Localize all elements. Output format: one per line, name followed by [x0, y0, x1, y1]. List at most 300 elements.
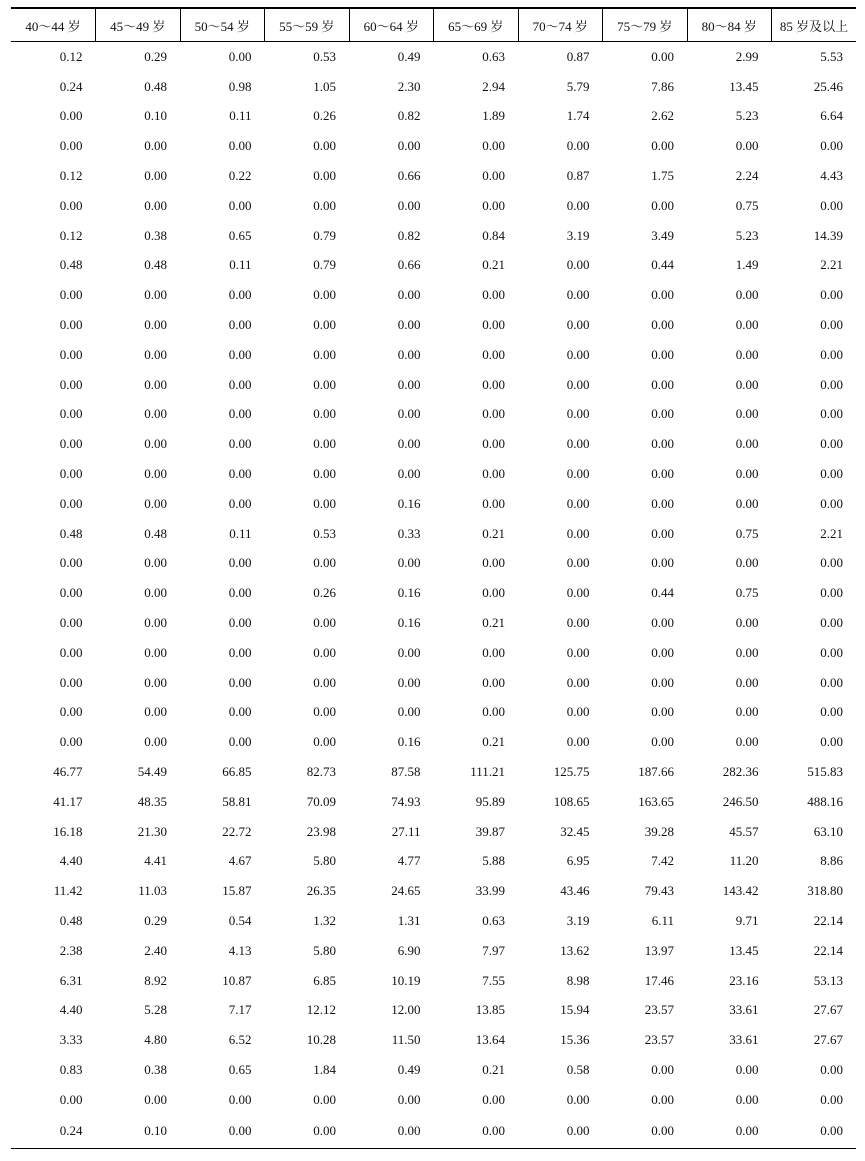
table-cell: 0.00 — [59, 495, 83, 511]
table-cell: 0.00 — [59, 734, 83, 750]
table-cell: 0.00 — [144, 585, 167, 601]
table-cell: 0.79 — [313, 227, 336, 243]
table-cell: 0.00 — [735, 615, 759, 631]
table-row — [11, 191, 856, 221]
table-cell: 0.00 — [651, 466, 674, 482]
table-cell: 0.00 — [313, 1091, 336, 1107]
table-cell: 0.00 — [59, 644, 83, 660]
table-cell: 0.00 — [397, 376, 421, 392]
table-cell: 41.17 — [53, 793, 83, 809]
table-row — [11, 221, 856, 251]
table-cell: 0.00 — [144, 674, 167, 690]
table-cell: 0.21 — [482, 734, 505, 750]
table-cell: 0.00 — [651, 615, 674, 631]
table-cell: 0.98 — [228, 78, 252, 94]
table-row — [11, 966, 856, 996]
table-cell: 0.00 — [820, 495, 843, 511]
table-row — [11, 280, 856, 310]
table-cell: 0.00 — [566, 197, 590, 213]
table-cell: 2.30 — [397, 78, 421, 94]
table-cell: 10.87 — [222, 972, 252, 988]
table-cell: 13.97 — [644, 942, 674, 958]
table-cell: 0.11 — [229, 108, 252, 124]
table-cell: 0.00 — [566, 644, 590, 660]
table-cell: 0.00 — [144, 168, 167, 184]
table-cell: 22.72 — [222, 823, 252, 839]
table-cell: 0.00 — [144, 346, 167, 362]
table-cell: 0.00 — [651, 406, 674, 422]
table-cell: 79.43 — [644, 883, 674, 899]
table-cell: 27.11 — [391, 823, 421, 839]
table-cell: 0.48 — [59, 257, 83, 273]
table-cell: 3.19 — [566, 227, 590, 243]
table-cell: 0.44 — [651, 585, 674, 601]
table-row — [11, 102, 856, 132]
table-cell: 7.42 — [651, 853, 674, 869]
table-cell: 0.00 — [651, 1091, 674, 1107]
table-cell: 82.73 — [306, 764, 336, 780]
table-cell: 0.00 — [820, 406, 843, 422]
table-row — [11, 698, 856, 728]
table-cell: 0.00 — [566, 466, 590, 482]
table-cell: 25.46 — [813, 78, 843, 94]
table-cell: 0.00 — [144, 644, 167, 660]
table-cell: 11.20 — [729, 853, 759, 869]
table-cell: 0.54 — [228, 913, 252, 928]
column-header: 75～79 岁 — [603, 8, 688, 42]
table-cell: 0.00 — [820, 466, 843, 482]
table-cell: 33.61 — [729, 1002, 759, 1018]
table-cell: 0.00 — [482, 555, 505, 571]
table-row — [11, 727, 856, 757]
table-cell: 0.00 — [735, 674, 759, 690]
table-cell: 0.00 — [434, 1115, 519, 1149]
table-cell: 0.00 — [820, 346, 843, 362]
table-cell: 0.00 — [651, 287, 674, 303]
table-cell: 6.95 — [566, 853, 590, 869]
table-row — [11, 847, 856, 877]
table-cell: 11.03 — [138, 883, 167, 899]
table-cell: 0.00 — [820, 436, 843, 452]
table-cell: 0.00 — [228, 138, 252, 154]
table-row — [11, 1085, 856, 1115]
table-cell: 27.67 — [813, 1032, 843, 1048]
table-row — [11, 906, 856, 936]
table-cell: 13.45 — [729, 78, 759, 94]
table-cell: 0.00 — [651, 734, 674, 750]
table-cell: 0.00 — [59, 436, 83, 452]
table-cell: 0.00 — [313, 704, 336, 720]
table-cell: 0.00 — [313, 346, 336, 362]
table-cell: 125.75 — [553, 764, 590, 780]
table-cell: 0.00 — [313, 436, 336, 452]
column-header: 50～54 岁 — [180, 8, 265, 42]
table-row — [11, 459, 856, 489]
table-cell: 6.85 — [313, 972, 336, 988]
table-cell: 0.21 — [482, 1061, 505, 1077]
column-header: 80～84 岁 — [687, 8, 772, 42]
table-cell: 0.00 — [820, 1061, 843, 1077]
table-cell: 0.00 — [228, 734, 252, 750]
table-cell: 0.00 — [349, 1115, 434, 1149]
table-cell: 0.00 — [313, 466, 336, 482]
table-cell: 5.80 — [313, 853, 336, 869]
table-cell: 0.00 — [228, 406, 252, 422]
table-cell: 33.99 — [475, 883, 505, 899]
table-cell: 0.00 — [313, 495, 336, 511]
table-cell: 0.00 — [397, 406, 421, 422]
table-cell: 0.00 — [820, 585, 843, 601]
table-cell: 0.00 — [313, 168, 336, 184]
table-cell: 0.00 — [566, 257, 590, 273]
table-cell: 0.00 — [313, 555, 336, 571]
table-cell: 0.00 — [228, 376, 252, 392]
table-cell: 0.00 — [144, 406, 167, 422]
table-cell: 282.36 — [722, 764, 759, 780]
table-cell: 0.00 — [228, 346, 252, 362]
table-cell: 6.52 — [228, 1032, 252, 1048]
data-table — [11, 7, 856, 1149]
table-row — [11, 370, 856, 400]
table-cell: 5.53 — [820, 48, 843, 64]
table-cell: 0.66 — [397, 168, 421, 184]
table-cell: 0.12 — [59, 168, 83, 184]
table-cell: 0.00 — [820, 197, 843, 213]
table-row — [11, 1055, 856, 1085]
table-cell: 0.00 — [820, 555, 843, 571]
table-cell: 0.75 — [735, 197, 759, 213]
table-cell: 3.49 — [651, 227, 674, 243]
table-cell: 0.00 — [651, 197, 674, 213]
table-cell: 0.10 — [144, 108, 167, 124]
table-cell: 0.00 — [59, 674, 83, 690]
table-cell: 0.00 — [313, 197, 336, 213]
table-cell: 0.00 — [313, 615, 336, 631]
table-cell: 0.00 — [59, 615, 83, 631]
table-cell: 0.00 — [820, 674, 843, 690]
table-cell: 0.00 — [397, 138, 421, 154]
table-cell: 0.00 — [651, 525, 674, 541]
table-row — [11, 310, 856, 340]
table-cell: 0.53 — [313, 48, 336, 64]
table-cell: 4.41 — [144, 853, 167, 869]
table-cell: 0.00 — [228, 704, 252, 720]
table-cell: 0.00 — [228, 555, 252, 571]
table-cell: 21.30 — [137, 823, 167, 839]
table-cell: 111.21 — [470, 764, 505, 780]
table-cell: 0.00 — [735, 555, 759, 571]
table-cell: 0.00 — [397, 1091, 421, 1107]
table-cell: 0.11 — [229, 257, 252, 273]
table-cell: 0.00 — [735, 346, 759, 362]
column-header: 55～59 岁 — [265, 8, 350, 42]
table-cell: 0.00 — [820, 287, 843, 303]
table-cell: 2.62 — [651, 108, 674, 124]
table-cell: 0.00 — [397, 704, 421, 720]
table-cell: 0.82 — [397, 227, 421, 243]
table-cell: 74.93 — [391, 793, 421, 809]
table-cell: 48.35 — [137, 793, 167, 809]
table-cell: 45.57 — [729, 823, 759, 839]
table-cell: 0.00 — [482, 644, 505, 660]
table-cell: 2.99 — [735, 48, 759, 64]
table-cell: 0.00 — [59, 1091, 83, 1107]
table-cell: 0.00 — [59, 108, 83, 124]
table-cell: 0.00 — [735, 466, 759, 482]
table-cell: 0.00 — [144, 704, 167, 720]
table-cell: 0.00 — [566, 704, 590, 720]
table-cell: 0.00 — [59, 704, 83, 720]
table-cell: 0.48 — [144, 257, 167, 273]
table-cell: 15.87 — [222, 883, 252, 899]
table-cell: 43.46 — [560, 883, 590, 899]
table-cell: 0.00 — [228, 585, 252, 601]
table-cell: 0.00 — [651, 138, 674, 154]
table-cell: 87.58 — [391, 764, 421, 780]
table-cell: 7.17 — [228, 1002, 252, 1018]
table-cell: 0.00 — [566, 317, 590, 333]
table-cell: 0.00 — [482, 406, 505, 422]
table-row — [11, 1115, 856, 1149]
table-cell: 0.00 — [735, 1061, 759, 1077]
table-cell: 5.28 — [144, 1002, 167, 1018]
table-cell: 0.16 — [397, 734, 421, 750]
table-cell: 246.50 — [722, 793, 759, 809]
table-cell: 0.00 — [228, 287, 252, 303]
table-header — [11, 8, 856, 42]
table-cell: 0.00 — [820, 644, 843, 660]
table-cell: 0.82 — [397, 108, 421, 124]
column-header: 85 岁及以上 — [772, 8, 857, 42]
column-header: 70～74 岁 — [518, 8, 603, 42]
table-row — [11, 72, 856, 102]
table-cell: 54.49 — [137, 764, 167, 780]
table-cell: 3.33 — [59, 1032, 83, 1048]
column-header: 40～44 岁 — [11, 8, 96, 42]
table-body — [11, 42, 856, 1149]
table-cell: 17.46 — [644, 972, 674, 988]
table-cell: 0.12 — [59, 227, 83, 243]
table-cell: 0.00 — [59, 406, 83, 422]
table-cell: 0.00 — [651, 376, 674, 392]
table-cell: 53.13 — [813, 972, 843, 988]
table-cell: 0.00 — [772, 1115, 857, 1149]
table-cell: 0.00 — [651, 555, 674, 571]
table-cell: 12.00 — [391, 1002, 421, 1018]
table-cell: 0.00 — [651, 644, 674, 660]
table-cell: 0.00 — [482, 317, 505, 333]
table-cell: 24.65 — [391, 883, 421, 899]
table-cell: 0.00 — [313, 406, 336, 422]
table-cell: 2.21 — [820, 525, 843, 541]
table-cell: 6.64 — [820, 108, 843, 124]
table-cell: 0.00 — [144, 436, 167, 452]
table-cell: 7.55 — [482, 972, 505, 988]
table-cell: 0.00 — [482, 585, 505, 601]
table-cell: 143.42 — [722, 883, 759, 899]
table-cell: 0.00 — [820, 138, 843, 154]
table-row — [11, 787, 856, 817]
table-cell: 6.31 — [59, 972, 83, 988]
table-cell: 0.00 — [144, 287, 167, 303]
table-cell: 15.36 — [560, 1032, 590, 1048]
table-row — [11, 817, 856, 847]
table-cell: 0.00 — [735, 376, 759, 392]
table-cell: 515.83 — [807, 764, 843, 780]
table-cell: 1.84 — [313, 1061, 336, 1077]
table-row — [11, 578, 856, 608]
table-cell: 4.40 — [59, 1002, 83, 1018]
table-cell: 39.87 — [475, 823, 505, 839]
table-cell: 0.00 — [144, 317, 167, 333]
table-cell: 0.00 — [397, 674, 421, 690]
table-cell: 0.00 — [735, 1091, 759, 1107]
table-cell: 2.24 — [735, 168, 759, 184]
table-cell: 1.05 — [313, 78, 336, 94]
table-cell: 0.38 — [144, 1061, 167, 1077]
table-cell: 0.24 — [11, 1115, 96, 1149]
table-cell: 0.00 — [735, 317, 759, 333]
table-cell: 0.00 — [59, 138, 83, 154]
table-cell: 4.40 — [59, 853, 83, 869]
table-cell: 13.85 — [475, 1002, 505, 1018]
table-cell: 0.00 — [735, 138, 759, 154]
table-cell: 0.84 — [482, 227, 505, 243]
table-row — [11, 638, 856, 668]
table-cell: 0.44 — [651, 257, 674, 273]
table-cell: 0.38 — [144, 227, 167, 243]
table-row — [11, 161, 856, 191]
table-cell: 0.33 — [397, 525, 421, 541]
table-cell: 0.00 — [820, 704, 843, 720]
table-cell: 0.00 — [603, 1115, 688, 1149]
table-cell: 0.26 — [313, 585, 336, 601]
table-cell: 11.50 — [391, 1032, 421, 1048]
table-cell: 0.00 — [59, 317, 83, 333]
table-cell: 46.77 — [53, 764, 83, 780]
table-cell: 4.67 — [228, 853, 252, 869]
table-row — [11, 996, 856, 1026]
table-cell: 0.00 — [228, 615, 252, 631]
table-cell: 0.00 — [482, 197, 505, 213]
table-cell: 0.00 — [59, 376, 83, 392]
table-cell: 0.00 — [482, 1091, 505, 1107]
table-row — [11, 251, 856, 281]
table-cell: 8.92 — [144, 972, 167, 988]
table-cell: 0.00 — [59, 287, 83, 303]
table-cell: 15.94 — [560, 1002, 590, 1018]
table-cell: 2.21 — [820, 257, 843, 273]
table-cell: 0.00 — [180, 1115, 265, 1149]
table-row — [11, 429, 856, 459]
table-row — [11, 340, 856, 370]
table-cell: 7.97 — [482, 942, 505, 958]
table-cell: 3.19 — [566, 913, 590, 928]
table-cell: 108.65 — [553, 793, 590, 809]
table-cell: 0.00 — [397, 555, 421, 571]
table-cell: 0.00 — [228, 644, 252, 660]
table-cell: 0.00 — [820, 615, 843, 631]
table-cell: 0.00 — [313, 674, 336, 690]
table-cell: 0.00 — [566, 555, 590, 571]
table-cell: 0.21 — [482, 615, 505, 631]
table-cell: 0.87 — [566, 168, 590, 184]
table-cell: 0.58 — [566, 1061, 590, 1077]
table-cell: 1.31 — [397, 913, 421, 928]
table-row — [11, 549, 856, 579]
table-row — [11, 757, 856, 787]
table-cell: 27.67 — [813, 1002, 843, 1018]
table-cell: 58.81 — [222, 793, 252, 809]
table-cell: 0.00 — [59, 197, 83, 213]
table-cell: 0.00 — [566, 436, 590, 452]
table-cell: 0.00 — [59, 585, 83, 601]
table-cell: 0.00 — [313, 376, 336, 392]
table-cell: 0.00 — [735, 406, 759, 422]
table-cell: 4.77 — [397, 853, 421, 869]
table-cell: 0.00 — [651, 1061, 674, 1077]
table-cell: 22.14 — [813, 913, 843, 928]
table-cell: 0.00 — [566, 495, 590, 511]
table-cell: 0.00 — [228, 317, 252, 333]
table-cell: 4.13 — [228, 942, 252, 958]
table-cell: 0.00 — [144, 495, 167, 511]
table-cell: 0.00 — [735, 436, 759, 452]
table-cell: 0.00 — [820, 1091, 843, 1107]
table-cell: 0.00 — [144, 734, 167, 750]
table-cell: 0.00 — [651, 346, 674, 362]
table-cell: 0.00 — [651, 48, 674, 64]
table-cell: 23.57 — [644, 1002, 674, 1018]
table-cell: 22.14 — [813, 942, 843, 958]
table-cell: 0.00 — [228, 466, 252, 482]
table-cell: 318.80 — [807, 883, 843, 899]
table-cell: 0.00 — [820, 317, 843, 333]
table-cell: 0.21 — [482, 257, 505, 273]
table-cell: 13.62 — [560, 942, 590, 958]
table-cell: 0.63 — [482, 48, 505, 64]
table-cell: 13.64 — [475, 1032, 505, 1048]
table-row — [11, 489, 856, 519]
table-cell: 0.87 — [566, 48, 590, 64]
table-cell: 0.00 — [651, 674, 674, 690]
table-cell: 0.00 — [397, 436, 421, 452]
table-cell: 5.23 — [735, 227, 759, 243]
table-cell: 0.00 — [566, 138, 590, 154]
table-row — [11, 936, 856, 966]
table-row — [11, 876, 856, 906]
table-cell: 0.00 — [144, 615, 167, 631]
table-row — [11, 519, 856, 549]
table-cell: 0.00 — [59, 555, 83, 571]
table-cell: 0.00 — [735, 644, 759, 660]
table-cell: 0.79 — [313, 257, 336, 273]
table-cell: 0.53 — [313, 525, 336, 541]
table-cell: 10.28 — [306, 1032, 336, 1048]
table-cell: 0.00 — [397, 346, 421, 362]
table-cell: 23.16 — [729, 972, 759, 988]
table-cell: 0.00 — [397, 287, 421, 303]
table-cell: 0.00 — [820, 734, 843, 750]
table-cell: 70.09 — [306, 793, 336, 809]
table-cell: 0.00 — [735, 704, 759, 720]
table-cell: 0.00 — [228, 674, 252, 690]
table-cell: 0.75 — [735, 585, 759, 601]
table-cell: 0.00 — [482, 674, 505, 690]
table-cell: 8.86 — [820, 853, 843, 869]
table-cell: 0.00 — [566, 1091, 590, 1107]
table-cell: 0.00 — [313, 644, 336, 660]
